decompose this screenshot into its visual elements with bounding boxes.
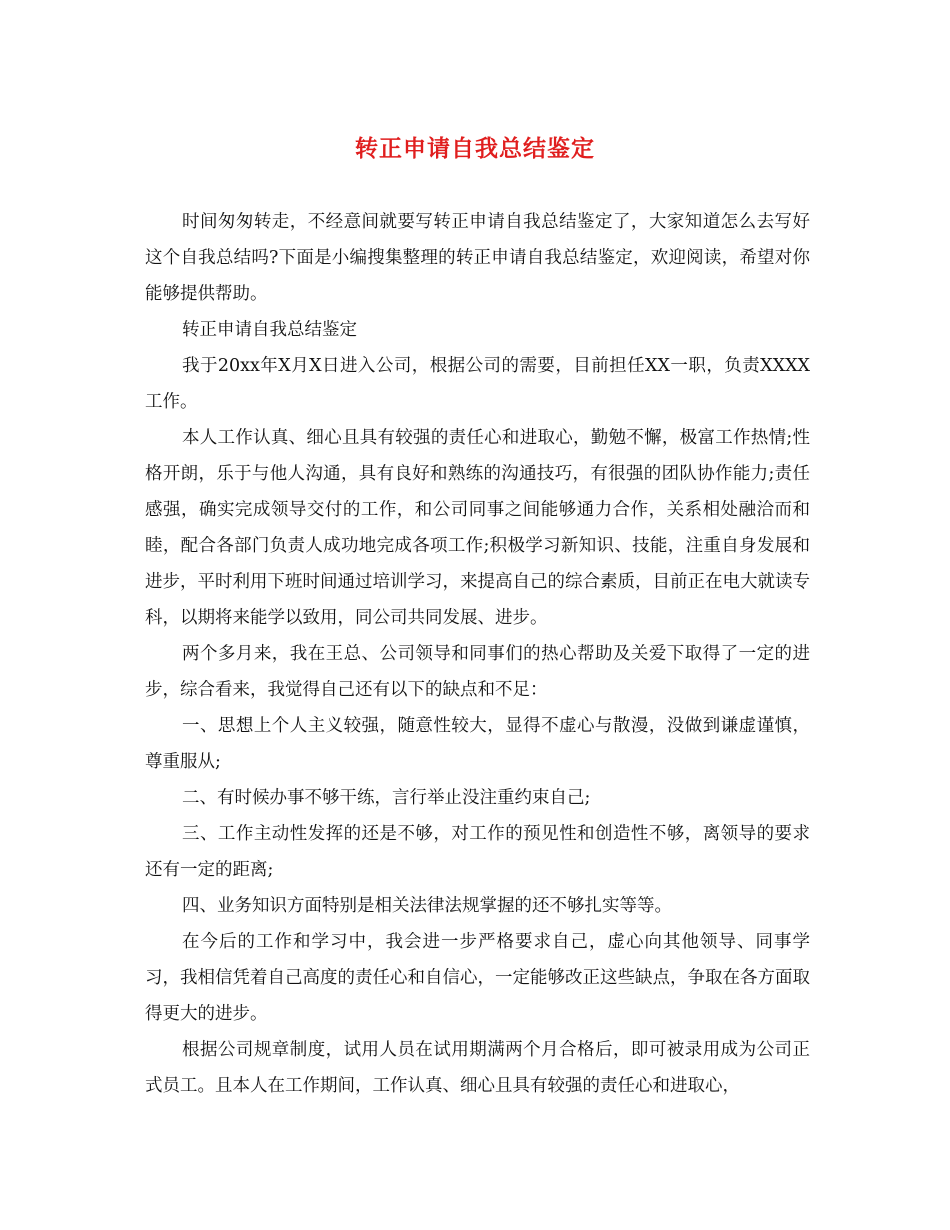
paragraph-shortcoming-3: 三、工作主动性发挥的还是不够，对工作的预见性和创造性不够，离领导的要求还有一定的距离; bbox=[145, 824, 810, 880]
paragraph-shortcoming-2: 二、有时候办事不够干练，言行举止没注重约束自己; bbox=[182, 788, 591, 808]
document-body bbox=[145, 204, 810, 1104]
paragraph-regulation: 根据公司规章制度，试用人员在试用期满两个月合格后，即可被录用成为公司正式员工。且本人在工作期间，工作认真、细心且具有较强的责任心和进取心， bbox=[145, 1040, 810, 1096]
paragraph-intro: 时间匆匆转走，不经意间就要写转正申请自我总结鉴定了，大家知道怎么去写好这个自我总结吗?下面是小编搜集整理的转正申请自我总结鉴定，欢迎阅读，希望对你能够提供帮助。 bbox=[145, 212, 810, 304]
paragraph-shortcoming-1: 一、思想上个人主义较强，随意性较大，显得不虚心与散漫，没做到谦虚谨慎，尊重服从; bbox=[145, 716, 810, 772]
paragraph-future: 在今后的工作和学习中，我会进一步严格要求自己，虚心向其他领导、同事学习，我相信凭着自己高度的责任心和自信心，一定能够改正这些缺点，争取在各方面取得更大的进步。 bbox=[145, 932, 810, 1024]
paragraph-progress: 两个多月来，我在王总、公司领导和同事们的热心帮助及关爱下取得了一定的进步，综合看来，我觉得自己还有以下的缺点和不足： bbox=[145, 644, 810, 700]
document-title: 转正申请自我总结鉴定 bbox=[355, 135, 595, 162]
paragraph-entry: 我于20xx年X月X日进入公司，根据公司的需要，目前担任XX一职，负责XXXX工作。 bbox=[145, 356, 810, 412]
paragraph-shortcoming-4: 四、业务知识方面特别是相关法律法规掌握的还不够扎实等等。 bbox=[182, 896, 672, 916]
paragraph-self-assessment: 本人工作认真、细心且具有较强的责任心和进取心，勤勉不懈，极富工作热情;性格开朗，乐于与他人沟通，具有良好和熟练的沟通技巧，有很强的团队协作能力;责任感强，确实完成领导交付的工作，和公司同事之间能够通力合作，关系相处融洽而和睦，配合各部门负责人成功地完成各项工作;积极学习新知识、技能，注重自身发展和进步，平时利用下班时间通过培训学习，来提高自己的综合素质，目前正在电大就读专科，以期将来能学以致用，同公司共同发展、进步。 bbox=[145, 428, 810, 628]
paragraph-subheading: 转正申请自我总结鉴定 bbox=[182, 320, 357, 340]
